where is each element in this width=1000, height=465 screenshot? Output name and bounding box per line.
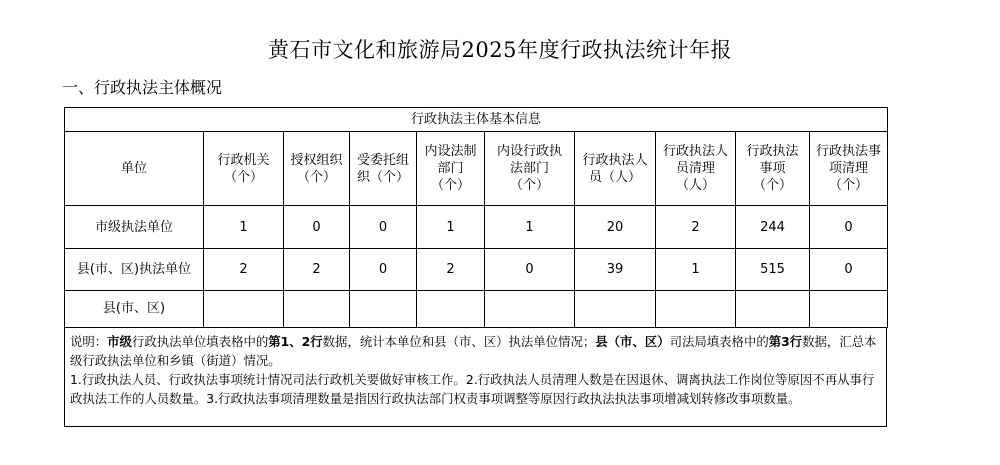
header-text: 项清理 xyxy=(829,161,869,177)
column-header xyxy=(736,132,810,206)
header-text: 行政执法人 xyxy=(582,152,648,168)
header-text: （个） xyxy=(752,178,792,194)
explanatory-note xyxy=(64,328,887,427)
column-header xyxy=(65,132,204,206)
header-text: 授权组织 xyxy=(290,152,343,168)
column-header xyxy=(485,132,575,206)
table-cell: 0 xyxy=(350,206,417,248)
table-cell: 0 xyxy=(284,206,350,248)
table-cell: 1 xyxy=(656,248,736,290)
header-text: 事项 xyxy=(759,161,786,177)
header-text: 员（人） xyxy=(588,169,641,185)
table-row xyxy=(65,248,888,290)
header-text: 织（个） xyxy=(356,169,409,185)
header-text: 内设法制 xyxy=(424,144,477,160)
row-unit-label: 县(市、区) xyxy=(65,290,204,327)
table-row xyxy=(65,206,888,248)
header-text: 行政机关 xyxy=(217,152,270,168)
header-text: 内设行政执 xyxy=(496,144,562,160)
header-text: 员清理 xyxy=(675,161,715,177)
table-cell: 2 xyxy=(417,248,485,290)
column-header xyxy=(350,132,417,206)
section-heading: 一、行政执法主体概况 xyxy=(62,78,223,97)
header-text: 单位 xyxy=(120,161,147,177)
header-text: （个） xyxy=(296,169,336,185)
header-text: （人） xyxy=(675,178,715,194)
header-text: 行政执法人 xyxy=(662,144,728,160)
table-cell: 1 xyxy=(204,206,284,248)
row-unit-label: 县(市、区)执法单位 xyxy=(65,248,204,290)
header-text: 法部门 xyxy=(509,161,549,177)
table-cell: 0 xyxy=(810,206,888,248)
column-header xyxy=(204,132,284,206)
header-text: 受委托组 xyxy=(356,152,409,168)
table-cell: 1 xyxy=(485,206,575,248)
table-cell: 1 xyxy=(417,206,485,248)
table-cell: 0 xyxy=(810,248,888,290)
table-cell xyxy=(417,290,485,327)
table-row xyxy=(65,290,888,327)
enforcement-subject-table xyxy=(64,107,888,328)
header-text: （个） xyxy=(509,178,549,194)
table-cell xyxy=(575,290,656,327)
table-cell xyxy=(485,290,575,327)
column-header xyxy=(417,132,485,206)
table-cell: 20 xyxy=(575,206,656,248)
table-cell xyxy=(204,290,284,327)
table-cell: 515 xyxy=(736,248,810,290)
table-cell: 2 xyxy=(204,248,284,290)
note-paragraph-1: 说明：市级行政执法单位填表格中的第1、2行数据，统计本单位和县（市、区）执法单位情况；县（市、区）司法局填表格中的第3行数据，汇总本级行政执法单位和乡镇（街道）情况。 xyxy=(70,334,877,368)
column-header xyxy=(656,132,736,206)
table-cell: 0 xyxy=(350,248,417,290)
table-cell: 0 xyxy=(485,248,575,290)
column-header xyxy=(284,132,350,206)
header-text: （个） xyxy=(223,169,263,185)
header-text: 行政执法 xyxy=(746,144,799,160)
table-cell: 2 xyxy=(656,206,736,248)
table-cell: 2 xyxy=(284,248,350,290)
header-text: （个） xyxy=(829,178,869,194)
table-cell: 244 xyxy=(736,206,810,248)
table-caption: 行政执法主体基本信息 xyxy=(65,108,888,132)
table-cell: 39 xyxy=(575,248,656,290)
report-title: 黄石市文化和旅游局2025年度行政执法统计年报 xyxy=(268,38,732,62)
table-cell xyxy=(284,290,350,327)
column-header xyxy=(810,132,888,206)
note-paragraph-2: 1.行政执法人员、行政执法事项统计情况司法行政机关要做好审核工作。2.行政执法人员清理人数是在因退休、调离执法工作岗位等原因不再从事行政执法工作的人员数量。3.行政执法事项清理数量是指因行政执法部门权责事项调整等原因行政执法执法事项增减划转修改事项数量。 xyxy=(70,372,875,406)
header-text: 部门 xyxy=(437,161,464,177)
table-cell xyxy=(736,290,810,327)
table-cell xyxy=(656,290,736,327)
row-unit-label: 市级执法单位 xyxy=(65,206,204,248)
table-cell xyxy=(350,290,417,327)
header-text: 行政执法事 xyxy=(816,144,882,160)
table-header-row xyxy=(65,132,888,206)
table-cell xyxy=(810,290,888,327)
header-text: （个） xyxy=(430,178,470,194)
column-header xyxy=(575,132,656,206)
